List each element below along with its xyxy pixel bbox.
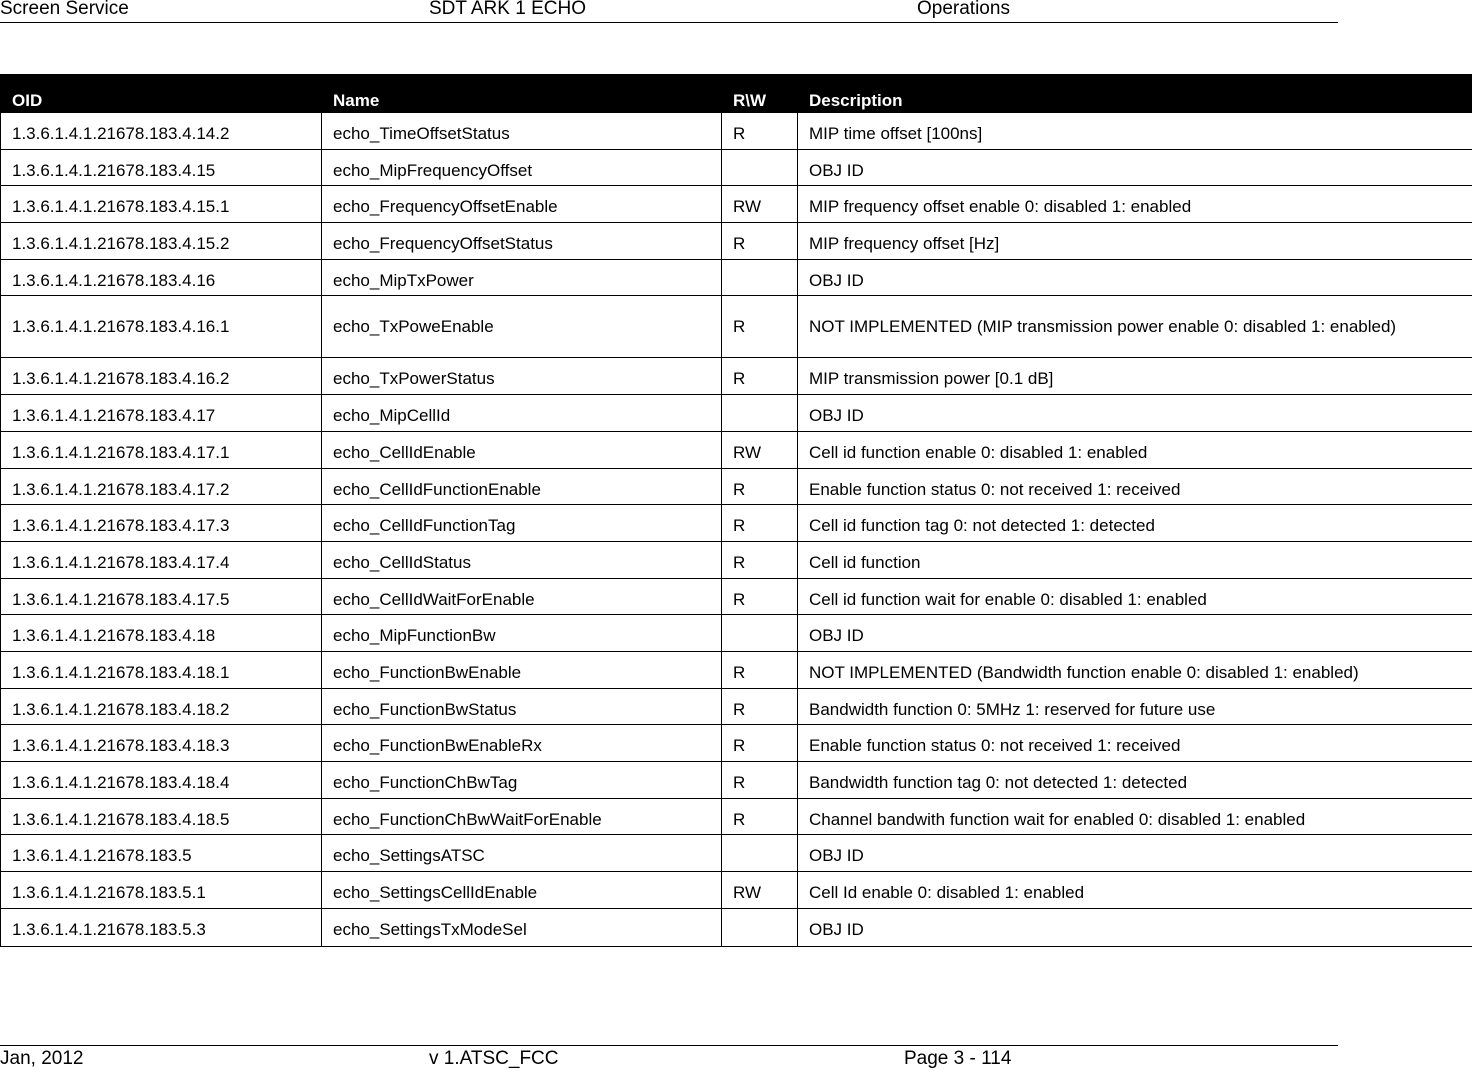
name-cell: echo_CellIdFunctionEnable xyxy=(322,468,722,505)
rw-cell xyxy=(722,259,798,296)
oid-cell: 1.3.6.1.4.1.21678.183.4.15.1 xyxy=(1,186,322,223)
table-row xyxy=(1,798,1472,835)
table-row xyxy=(1,468,1472,505)
rw-cell xyxy=(722,615,798,652)
name-cell: echo_FunctionChBwWaitForEnable xyxy=(322,798,722,835)
column-header-rw: R\W xyxy=(722,75,798,113)
description-cell: OBJ ID xyxy=(798,149,1472,186)
oid-cell: 1.3.6.1.4.1.21678.183.4.16.1 xyxy=(1,296,322,358)
description-cell: Cell id function tag 0: not detected 1: detected xyxy=(798,505,1472,542)
table-row xyxy=(1,578,1472,615)
name-cell: echo_MipFunctionBw xyxy=(322,615,722,652)
rw-cell: R xyxy=(722,688,798,725)
table-row xyxy=(1,113,1472,150)
rw-cell: R xyxy=(722,651,798,688)
column-header-description: Description xyxy=(798,75,1472,113)
table-row xyxy=(1,541,1472,578)
table-row xyxy=(1,296,1472,358)
rw-cell: RW xyxy=(722,872,798,909)
table-row xyxy=(1,688,1472,725)
oid-cell: 1.3.6.1.4.1.21678.183.4.16.2 xyxy=(1,358,322,395)
name-cell: echo_CellIdFunctionTag xyxy=(322,505,722,542)
table-row xyxy=(1,725,1472,762)
oid-cell: 1.3.6.1.4.1.21678.183.4.17.3 xyxy=(1,505,322,542)
rw-cell xyxy=(722,835,798,872)
table-row xyxy=(1,908,1472,946)
rw-cell: RW xyxy=(722,431,798,468)
name-cell: echo_FunctionChBwTag xyxy=(322,762,722,799)
description-cell: OBJ ID xyxy=(798,908,1472,946)
description-cell: OBJ ID xyxy=(798,835,1472,872)
name-cell: echo_TxPowerStatus xyxy=(322,358,722,395)
description-cell: Enable function status 0: not received 1: received xyxy=(798,468,1472,505)
description-cell: Cell Id enable 0: disabled 1: enabled xyxy=(798,872,1472,909)
description-cell: MIP time offset [100ns] xyxy=(798,113,1472,150)
oid-cell: 1.3.6.1.4.1.21678.183.4.15 xyxy=(1,149,322,186)
page-footer xyxy=(0,1045,1338,1072)
rw-cell: RW xyxy=(722,186,798,223)
table-row xyxy=(1,223,1472,260)
footer-version: v 1.ATSC_FCC xyxy=(429,1046,559,1072)
rw-cell xyxy=(722,395,798,432)
name-cell: echo_FunctionBwEnable xyxy=(322,651,722,688)
oid-cell: 1.3.6.1.4.1.21678.183.5.1 xyxy=(1,872,322,909)
table-row xyxy=(1,505,1472,542)
name-cell: echo_FrequencyOffsetStatus xyxy=(322,223,722,260)
oid-cell: 1.3.6.1.4.1.21678.183.4.16 xyxy=(1,259,322,296)
header-left: Screen Service xyxy=(0,0,129,18)
description-cell: Cell id function wait for enable 0: disabled 1: enabled xyxy=(798,578,1472,615)
oid-cell: 1.3.6.1.4.1.21678.183.4.18.5 xyxy=(1,798,322,835)
oid-cell: 1.3.6.1.4.1.21678.183.5.3 xyxy=(1,908,322,946)
oid-cell: 1.3.6.1.4.1.21678.183.4.18.1 xyxy=(1,651,322,688)
table-row xyxy=(1,872,1472,909)
description-cell: Channel bandwith function wait for enabled 0: disabled 1: enabled xyxy=(798,798,1472,835)
rw-cell xyxy=(722,908,798,946)
table-row xyxy=(1,651,1472,688)
table-row xyxy=(1,395,1472,432)
name-cell: echo_TxPoweEnable xyxy=(322,296,722,358)
description-cell: MIP frequency offset [Hz] xyxy=(798,223,1472,260)
column-header-name: Name xyxy=(322,75,722,113)
oid-table xyxy=(0,74,1472,947)
footer-page-number: Page 3 - 114 xyxy=(904,1046,1011,1072)
header-right: Operations xyxy=(917,0,1010,18)
description-cell: Cell id function xyxy=(798,541,1472,578)
rw-cell: R xyxy=(722,468,798,505)
description-cell: Bandwidth function tag 0: not detected 1: detected xyxy=(798,762,1472,799)
table-header-row xyxy=(1,75,1472,113)
name-cell: echo_SettingsATSC xyxy=(322,835,722,872)
description-cell: NOT IMPLEMENTED (Bandwidth function enable 0: disabled 1: enabled) xyxy=(798,651,1472,688)
footer-date: Jan, 2012 xyxy=(0,1046,83,1072)
oid-cell: 1.3.6.1.4.1.21678.183.4.14.2 xyxy=(1,113,322,150)
rw-cell xyxy=(722,149,798,186)
oid-cell: 1.3.6.1.4.1.21678.183.4.17.4 xyxy=(1,541,322,578)
rw-cell: R xyxy=(722,296,798,358)
table-row xyxy=(1,358,1472,395)
oid-cell: 1.3.6.1.4.1.21678.183.4.18.3 xyxy=(1,725,322,762)
description-cell: Bandwidth function 0: 5MHz 1: reserved for future use xyxy=(798,688,1472,725)
rw-cell: R xyxy=(722,358,798,395)
name-cell: echo_TimeOffsetStatus xyxy=(322,113,722,150)
description-cell: OBJ ID xyxy=(798,615,1472,652)
oid-cell: 1.3.6.1.4.1.21678.183.4.18.4 xyxy=(1,762,322,799)
table-row xyxy=(1,149,1472,186)
rw-cell: R xyxy=(722,798,798,835)
description-cell: NOT IMPLEMENTED (MIP transmission power enable 0: disabled 1: enabled) xyxy=(798,296,1472,358)
table-row xyxy=(1,835,1472,872)
description-cell: Cell id function enable 0: disabled 1: enabled xyxy=(798,431,1472,468)
rw-cell: R xyxy=(722,223,798,260)
oid-cell: 1.3.6.1.4.1.21678.183.4.18 xyxy=(1,615,322,652)
oid-cell: 1.3.6.1.4.1.21678.183.5 xyxy=(1,835,322,872)
table-row xyxy=(1,431,1472,468)
oid-cell: 1.3.6.1.4.1.21678.183.4.17.1 xyxy=(1,431,322,468)
table-row xyxy=(1,186,1472,223)
rw-cell: R xyxy=(722,725,798,762)
name-cell: echo_FrequencyOffsetEnable xyxy=(322,186,722,223)
description-cell: OBJ ID xyxy=(798,259,1472,296)
name-cell: echo_CellIdWaitForEnable xyxy=(322,578,722,615)
rw-cell: R xyxy=(722,541,798,578)
oid-cell: 1.3.6.1.4.1.21678.183.4.18.2 xyxy=(1,688,322,725)
name-cell: echo_FunctionBwStatus xyxy=(322,688,722,725)
name-cell: echo_SettingsTxModeSel xyxy=(322,908,722,946)
oid-cell: 1.3.6.1.4.1.21678.183.4.17.2 xyxy=(1,468,322,505)
rw-cell: R xyxy=(722,762,798,799)
description-cell: MIP frequency offset enable 0: disabled 1: enabled xyxy=(798,186,1472,223)
rw-cell: R xyxy=(722,113,798,150)
name-cell: echo_FunctionBwEnableRx xyxy=(322,725,722,762)
name-cell: echo_CellIdEnable xyxy=(322,431,722,468)
description-cell: OBJ ID xyxy=(798,395,1472,432)
page-header xyxy=(0,0,1338,23)
name-cell: echo_MipCellId xyxy=(322,395,722,432)
header-center: SDT ARK 1 ECHO xyxy=(429,0,586,18)
column-header-oid: OID xyxy=(1,75,322,113)
name-cell: echo_MipTxPower xyxy=(322,259,722,296)
oid-cell: 1.3.6.1.4.1.21678.183.4.17 xyxy=(1,395,322,432)
name-cell: echo_CellIdStatus xyxy=(322,541,722,578)
table-row xyxy=(1,259,1472,296)
table-row xyxy=(1,762,1472,799)
oid-cell: 1.3.6.1.4.1.21678.183.4.15.2 xyxy=(1,223,322,260)
rw-cell: R xyxy=(722,578,798,615)
name-cell: echo_MipFrequencyOffset xyxy=(322,149,722,186)
table-row xyxy=(1,615,1472,652)
description-cell: MIP transmission power [0.1 dB] xyxy=(798,358,1472,395)
name-cell: echo_SettingsCellIdEnable xyxy=(322,872,722,909)
rw-cell: R xyxy=(722,505,798,542)
description-cell: Enable function status 0: not received 1: received xyxy=(798,725,1472,762)
oid-cell: 1.3.6.1.4.1.21678.183.4.17.5 xyxy=(1,578,322,615)
